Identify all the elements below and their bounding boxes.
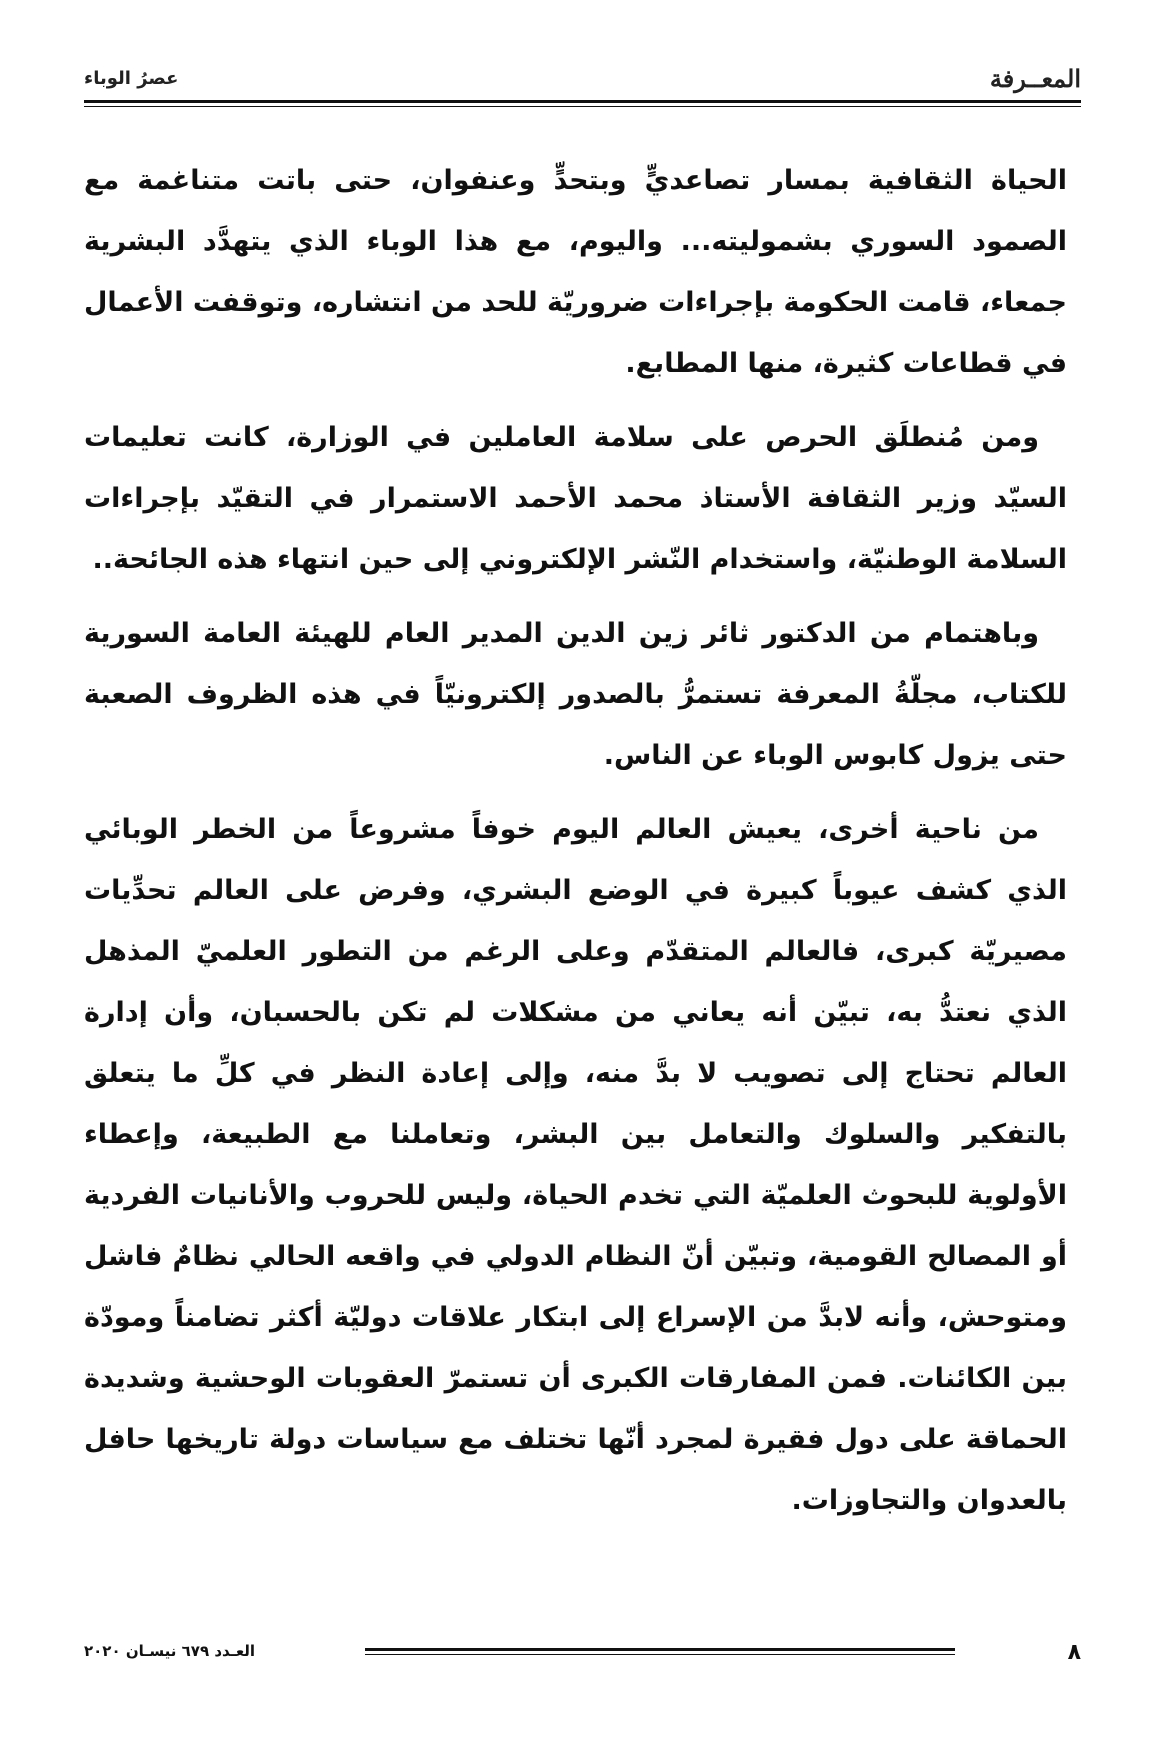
header-rule-thin	[84, 106, 1081, 107]
paragraph-2: ومن مُنطلَق الحرص على سلامة العاملين في الوزارة، كانت تعليمات السيّد وزير الثقافة الأستاذ محمد الأحمد الاستمرار في التقيّد بإجراءات السلامة الوطنيّة، واستخدام النّشر الإلكتروني إلى حين انتهاء هذه الجائحة..	[84, 422, 1067, 575]
page-footer	[84, 1640, 1081, 1680]
article-body	[84, 150, 1067, 1544]
issue-info: العـدد ٦٧٩ نيسـان ٢٠٢٠	[84, 1642, 256, 1660]
page-header	[84, 56, 1081, 106]
paragraph-3: وباهتمام من الدكتور ثائر زين الدين المدير العام للهيئة العامة السورية للكتاب، مجلّةُ المعرفة تستمرُّ بالصدور إلكترونيّاً في هذه الظروف الصعبة حتى يزول كابوس الوباء عن الناس.	[84, 618, 1067, 771]
paragraph-1: الحياة الثقافية بمسار تصاعديٍّ وبتحدٍّ وعنفوان، حتى باتت متناغمة مع الصمود السوري بشموليته... واليوم، مع هذا الوباء الذي يتهدَّد البشرية جمعاء، قامت الحكومة بإجراءات ضروريّة للحد من انتشاره، وتوقفت الأعمال في قطاعات كثيرة، منها المطابع.	[84, 165, 1067, 379]
section-title: عصرُ الوباء	[84, 68, 179, 89]
paragraph-4: من ناحية أخرى، يعيش العالم اليوم خوفاً مشروعاً من الخطر الوبائي الذي كشف عيوباً كبيرة في الوضع البشري، وفرض على العالم تحدِّيات مصيريّة كبرى، فالعالم المتقدّم وعلى الرغم من التطور العلميّ المذهل الذي نعتدُّ به، تبيّن أنه يعاني من مشكلات لم تكن بالحسبان، وأن إدارة العالم تحتاج إلى تصويب لا بدَّ منه، وإلى إعادة النظر في كلِّ ما يتعلق بالتفكير والسلوك والتعامل بين البشر، وتعاملنا مع الطبيعة، وإعطاء الأولوية للبحوث العلميّة التي تخدم الحياة، وليس للحروب والأنانيات الفردية أو المصالح القومية، وتبيّن أنّ النظام الدولي في واقعه الحالي نظامٌ فاشل ومتوحش، وأنه لابدَّ من الإسراع إلى ابتكار علاقات دوليّة أكثر تضامناً ومودّة بين الكائنات. فمن المفارقات الكبرى أن تستمرّ العقوبات الوحشية وشديدة الحماقة على دول فقيرة لمجرد أنّها تختلف مع سياسات دولة تاريخها حافل بالعدوان والتجاوزات.	[84, 814, 1067, 1516]
header-rule	[84, 100, 1081, 103]
magazine-title: المعــرفة	[989, 64, 1081, 93]
footer-rule	[365, 1648, 955, 1651]
footer-rule-thin	[365, 1654, 955, 1655]
page-number: ٨	[1067, 1640, 1081, 1665]
